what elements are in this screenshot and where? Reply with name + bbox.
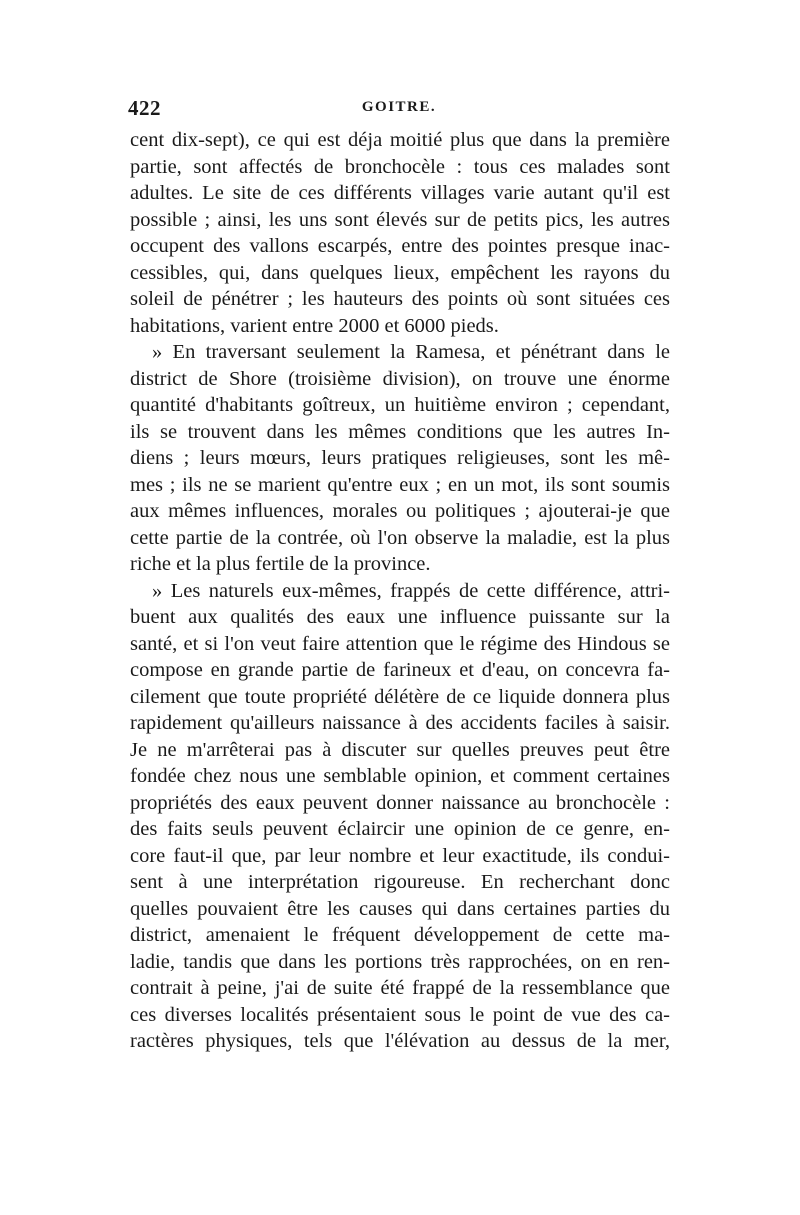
text-line: district, amenaient le fréquent développement de cette ma-: [130, 924, 670, 946]
body-text: [130, 127, 670, 1055]
text-line: propriétés des eaux peuvent donner naissance au bronchocèle :: [130, 791, 670, 814]
text-line: riche et la plus fertile de la province.: [130, 553, 431, 575]
page-header: [128, 96, 670, 124]
text-line: district de Shore (troisième division), on trouve une énorme: [130, 367, 670, 390]
text-line: contrait à peine, j'ai de suite été frappé de la ressemblance que: [130, 977, 670, 999]
page-number: 422: [128, 96, 161, 120]
text-line: buent aux qualités des eaux une influence puissante sur la: [130, 606, 670, 628]
text-line: ces diverses localités présentaient sous le point de vue des ca-: [130, 1003, 670, 1026]
text-line: partie, sont affectés de bronchocèle : tous ces malades sont: [130, 155, 670, 178]
text-line: occupent des vallons escarpés, entre des pointes presque inac-: [130, 235, 670, 257]
text-line: cent dix-sept), ce qui est déja moitié plus que dans la première: [130, 129, 670, 151]
text-line: soleil de pénétrer ; les hauteurs des points où sont situées ces: [130, 288, 670, 310]
text-line: quelles pouvaient être les causes qui dans certaines parties du: [130, 897, 670, 920]
text-line: diens ; leurs mœurs, leurs pratiques religieuses, sont les mê-: [130, 447, 670, 469]
text-line: sent à une interprétation rigoureuse. En recherchant donc: [130, 871, 670, 893]
text-line: cette partie de la contrée, où l'on observe la maladie, est la plus: [130, 526, 670, 549]
text-line: fondée chez nous une semblable opinion, et comment certaines: [130, 765, 670, 787]
text-line: cessibles, qui, dans quelques lieux, empêchent les rayons du: [130, 261, 670, 284]
text-line: ractères physiques, tels que l'élévation au dessus de la mer,: [130, 1030, 670, 1052]
text-line: des faits seuls peuvent éclaircir une opinion de ce genre, en-: [130, 818, 670, 840]
text-line: Je ne m'arrêterai pas à discuter sur quelles preuves peut être: [130, 738, 670, 761]
text-line: rapidement qu'ailleurs naissance à des accidents faciles à saisir.: [130, 712, 670, 734]
text-line: adultes. Le site de ces différents villages varie autant qu'il est: [130, 182, 670, 204]
text-line: » Les naturels eux-mêmes, frappés de cette différence, attri-: [152, 579, 670, 602]
text-line: compose en grande partie de farineux et d'eau, on concevra fa-: [130, 659, 670, 681]
text-line: ladie, tandis que dans les portions très rapprochées, on en ren-: [130, 950, 670, 973]
running-head: GOITRE.: [361, 99, 437, 115]
text-line: possible ; ainsi, les uns sont élevés sur de petits pics, les autres: [130, 208, 670, 231]
text-line: santé, et si l'on veut faire attention que le régime des Hindous se: [130, 632, 670, 655]
text-line: core faut-il que, par leur nombre et leur exactitude, ils condui-: [130, 844, 670, 867]
text-line: mes ; ils ne se marient qu'entre eux ; en un mot, ils sont soumis: [130, 473, 670, 496]
text-line: » En traversant seulement la Ramesa, et pénétrant dans le: [152, 341, 670, 363]
text-line: aux mêmes influences, morales ou politiques ; ajouterai-je que: [130, 500, 670, 522]
text-line: quantité d'habitants goîtreux, un huitième environ ; cependant,: [130, 394, 670, 416]
text-line: ils se trouvent dans les mêmes conditions que les autres In-: [130, 420, 670, 443]
text-line: cilement que toute propriété délétère de ce liquide donnera plus: [130, 685, 670, 708]
text-line: habitations, varient entre 2000 et 6000 pieds.: [130, 314, 499, 337]
